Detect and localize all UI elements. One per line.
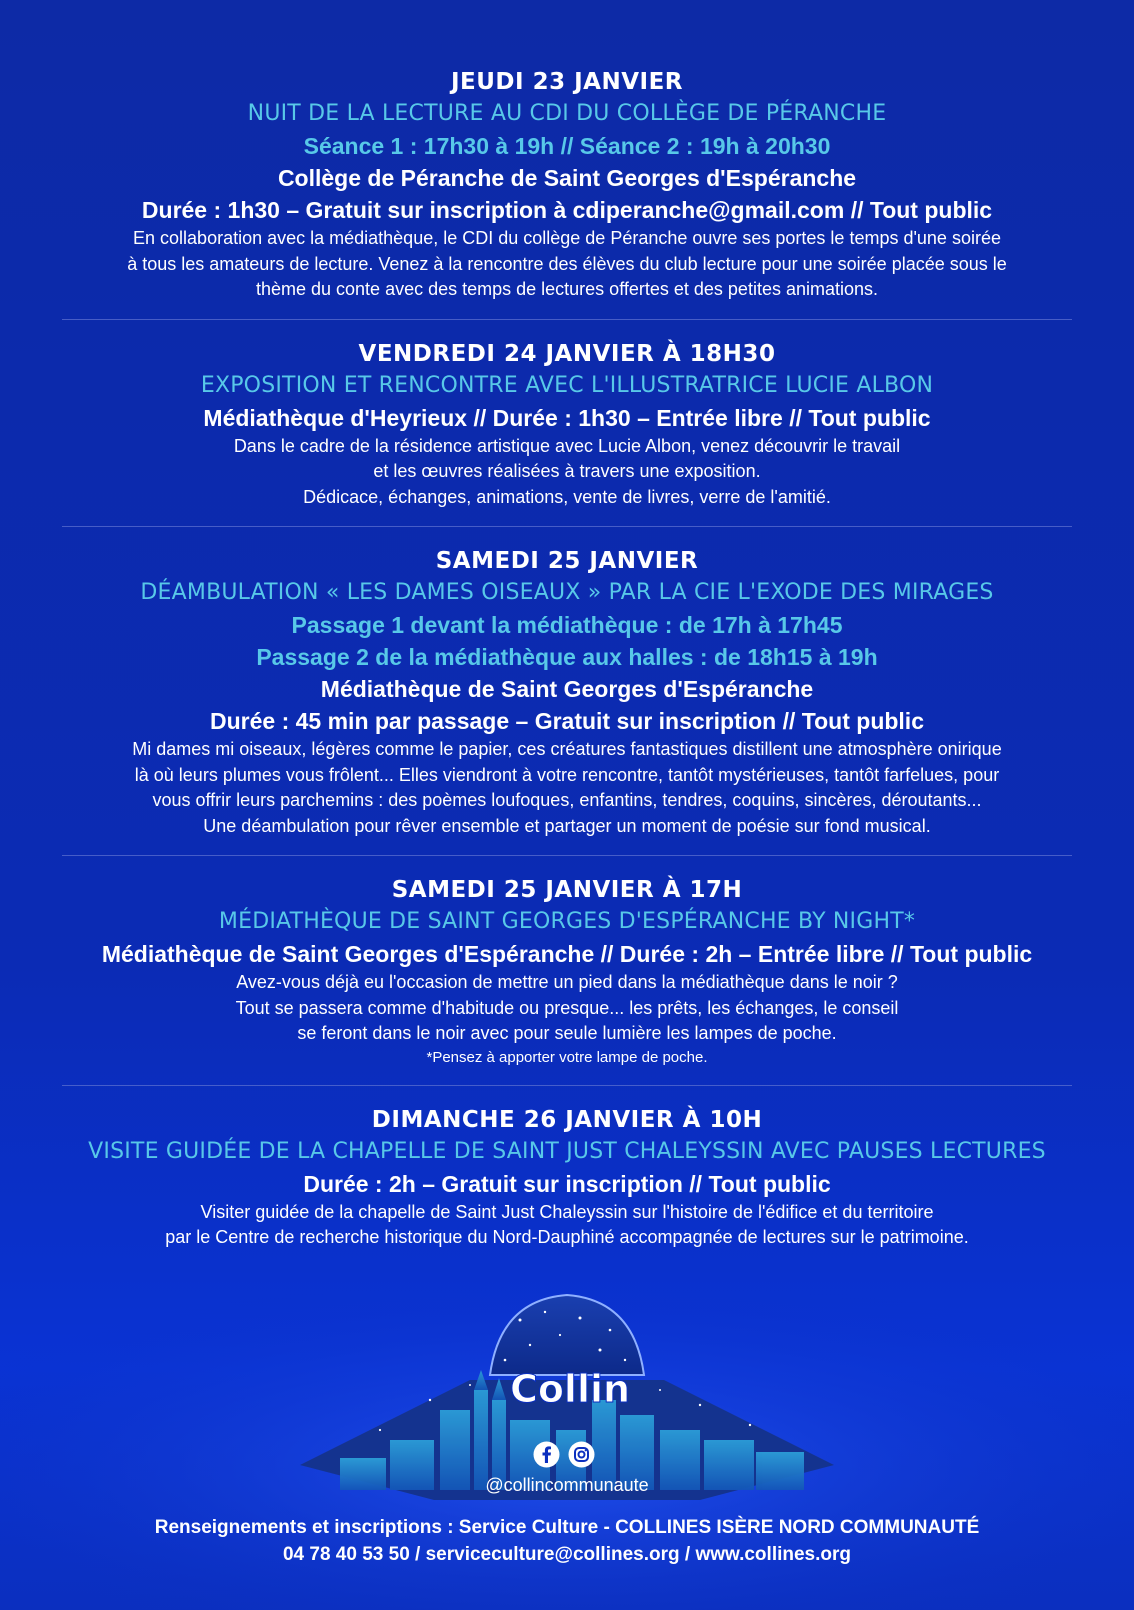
event-title: DÉAMBULATION « LES DAMES OISEAUX » PAR LA CIE L'EXODE DES MIRAGES [140,580,994,605]
event-note: *Pensez à apporter votre lampe de poche. [426,1048,708,1066]
event-date: SAMEDI 25 JANVIER [435,548,699,574]
event-details: Durée : 2h – Gratuit sur inscription // Tout public [303,1170,831,1197]
description-line: vous offrir leurs parchemins : des poèmes loufoques, enfantins, tendres, coquins, sincères, déroutants... [152,790,982,810]
event-1 [62,66,1072,303]
description-line: Dans le cadre de la résidence artistique avec Lucie Albon, venez découvrir le travail [233,435,901,456]
description-line: Mi dames mi oiseaux, légères comme le papier, ces créatures fantastiques distillent une atmosphère onirique [132,739,1002,759]
event-title: MÉDIATHÈQUE DE SAINT GEORGES D'ESPÉRANCHE BY NIGHT* [218,909,916,934]
description-line: Une déambulation pour rêver ensemble et partager un moment de poésie sur fond musical. [203,815,931,836]
description-line: Dédicace, échanges, animations, vente de livres, verre de l'amitié. [303,486,831,507]
event-description [62,1200,1072,1251]
divider [62,526,1072,527]
event-title: VISITE GUIDÉE DE LA CHAPELLE DE SAINT JUST CHALEYSSIN AVEC PAUSES LECTURES [88,1138,1046,1164]
description-line: Tout se passera comme d'habitude ou presque... les prêts, les échanges, le conseil [235,997,899,1018]
event-details: Médiathèque de Saint Georges d'Espéranche // Durée : 2h – Entrée libre // Tout public [101,941,1033,967]
event-date: JEUDI 23 JANVIER [450,69,683,95]
description-line: Visiter guidée de la chapelle de Saint Just Chaleyssin sur l'histoire de l'édifice et du territoire [200,1201,934,1222]
event-title: NUIT DE LA LECTURE AU CDI DU COLLÈGE DE PÉRANCHE [247,101,887,126]
event-date: SAMEDI 25 JANVIER À 17H [391,877,743,903]
description-line: se feront dans le noir avec pour seule lumière les lampes de poche. [297,1023,837,1043]
event-title: EXPOSITION ET RENCONTRE AVEC L'ILLUSTRATRICE LUCIE ALBON [200,372,934,398]
collin-logo [500,1358,640,1418]
contact-info [0,1514,1134,1568]
event-schedule: Passage 1 devant la médiathèque : de 17h à 17h45 [291,612,843,638]
logo-wordmark: Collin [509,1367,631,1411]
event-4 [62,874,1072,1069]
event-details: Durée : 45 min par passage – Gratuit sur inscription // Tout public [210,708,924,734]
events-list [62,66,1072,1251]
social-handle[interactable]: @collincommunaute [485,1475,649,1495]
event-details: Durée : 1h30 – Gratuit sur inscription à cdiperanche@gmail.com // Tout public [141,197,993,223]
event-description [62,434,1072,511]
event-description [62,970,1072,1047]
event-date: DIMANCHE 26 JANVIER À 10H [371,1106,763,1133]
event-location: Médiathèque de Saint Georges d'Espéranche [320,676,814,702]
facebook-icon[interactable] [533,1441,560,1468]
contact-line-2[interactable]: 04 78 40 53 50 / serviceculture@collines.org / www.collines.org [282,1544,851,1565]
event-description [62,226,1072,303]
event-details: Médiathèque d'Heyrieux // Durée : 1h30 – Entrée libre // Tout public [203,404,931,431]
description-line: et les œuvres réalisées à travers une exposition. [373,461,761,481]
description-line: là où leurs plumes vous frôlent... Elles viendront à votre rencontre, tantôt mystérieuses, tantôt farfelues, pour [134,764,1000,785]
event-schedule: Passage 2 de la médiathèque aux halles : de 18h15 à 19h [256,644,878,670]
divider [62,1085,1072,1086]
description-line: thème du conte avec des temps de lectures offertes et des petites animations. [255,279,879,299]
event-2 [62,338,1072,511]
description-line: à tous les amateurs de lecture. Venez à la rencontre des élèves du club lecture pour une soirée placée sous le [127,253,1007,274]
instagram-icon[interactable] [568,1441,595,1468]
contact-line-1: Renseignements et inscriptions : Service Culture - COLLINES ISÈRE NORD COMMUNAUTÉ [154,1517,980,1538]
social-icons [533,1441,599,1473]
description-line: par le Centre de recherche historique du Nord-Dauphiné accompagnée de lectures sur le patrimoine. [165,1227,969,1247]
description-line: Avez-vous déjà eu l'occasion de mettre un pied dans la médiathèque dans le noir ? [236,972,898,992]
event-date: VENDREDI 24 JANVIER À 18H30 [358,340,776,367]
divider [62,319,1072,320]
event-3 [62,545,1072,839]
event-5 [62,1104,1072,1251]
event-location: Collège de Péranche de Saint Georges d'Espéranche [277,165,857,191]
event-description [62,737,1072,839]
event-schedule: Séance 1 : 17h30 à 19h // Séance 2 : 19h à 20h30 [303,133,831,159]
divider [62,855,1072,856]
description-line: En collaboration avec la médiathèque, le CDI du collège de Péranche ouvre ses portes le temps d'une soirée [133,228,1001,248]
